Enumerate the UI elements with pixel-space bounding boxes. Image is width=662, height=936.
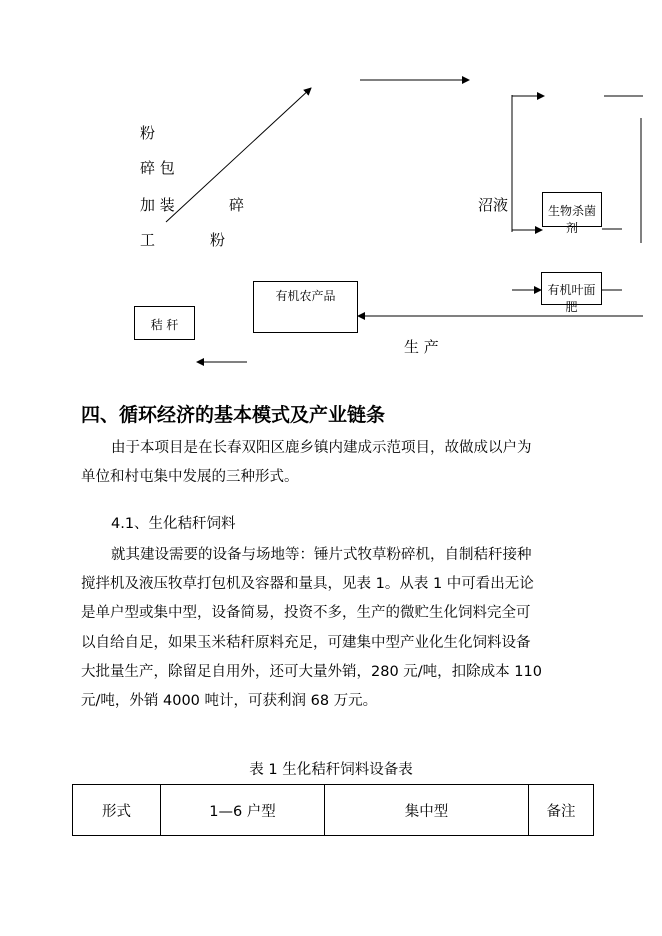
box-straw — [134, 306, 195, 340]
header-form: 形式 — [73, 785, 161, 836]
label-gong: 工 — [140, 231, 156, 249]
box-organic-produce-label: 有机农产品 — [275, 289, 336, 303]
label-jia-zhuang: 加 装 — [140, 196, 175, 214]
box-organic-foliar — [541, 272, 602, 314]
body-line-1: 就其建设需要的设备与场地等：锤片式牧草粉碎机，自制秸秆接种 — [111, 547, 532, 563]
label-fen: 粉 — [140, 124, 156, 142]
label-biogas-liquid: 沼液 — [478, 196, 509, 214]
equipment-table — [72, 784, 594, 836]
label-sui: 碎 — [229, 196, 245, 214]
box-straw-label: 秸 秆 — [150, 318, 179, 332]
header-centralized: 集中型 — [325, 785, 529, 836]
body-line-6: 元/吨，外销 4000 吨计，可获利润 68 万元。 — [81, 693, 378, 710]
table-caption: 表 1 生化秸秆饲料设备表 — [249, 762, 413, 778]
body-line-4: 以自给自足，如果玉米秸秆原料充足，可建集中型产业化生化饲料设备 — [81, 634, 531, 651]
body-line-2: 搅拌机及液压牧草打包机及容器和量具，见表 1。从表 1 中可看出无论 — [81, 576, 534, 593]
box-organic-produce — [253, 281, 358, 333]
section-heading: 四、循环经济的基本模式及产业链条 — [81, 404, 386, 426]
label-sui-bao: 碎 包 — [140, 159, 175, 177]
body-line-5: 大批量生产，除留足自用外，还可大量外销，280 元/吨，扣除成本 110 — [81, 663, 542, 680]
label-production: 生 产 — [404, 338, 439, 356]
intro-line-1: 由于本项目是在长春双阳区鹿乡镇内建成示范项目，故做成以户为 — [111, 440, 532, 456]
body-line-3: 是单户型或集中型，设备简易，投资不多，生产的微贮生化饲料完全可 — [81, 605, 531, 622]
header-household: 1—6 户型 — [161, 785, 325, 836]
intro-paragraph — [81, 434, 581, 492]
box-bio-fungicide — [542, 192, 602, 235]
box-organic-foliar-label: 有机叶面肥 — [547, 283, 596, 314]
subheading: 4.1、生化秸秆饲料 — [111, 516, 236, 532]
header-notes: 备注 — [529, 785, 594, 836]
intro-line-2: 单位和村屯集中发展的三种形式。 — [81, 469, 299, 486]
box-bio-fungicide-label: 生物杀菌剂 — [547, 204, 596, 235]
label-fen-2: 粉 — [210, 231, 226, 249]
body-paragraph — [81, 541, 581, 716]
table-header-row — [73, 785, 594, 836]
